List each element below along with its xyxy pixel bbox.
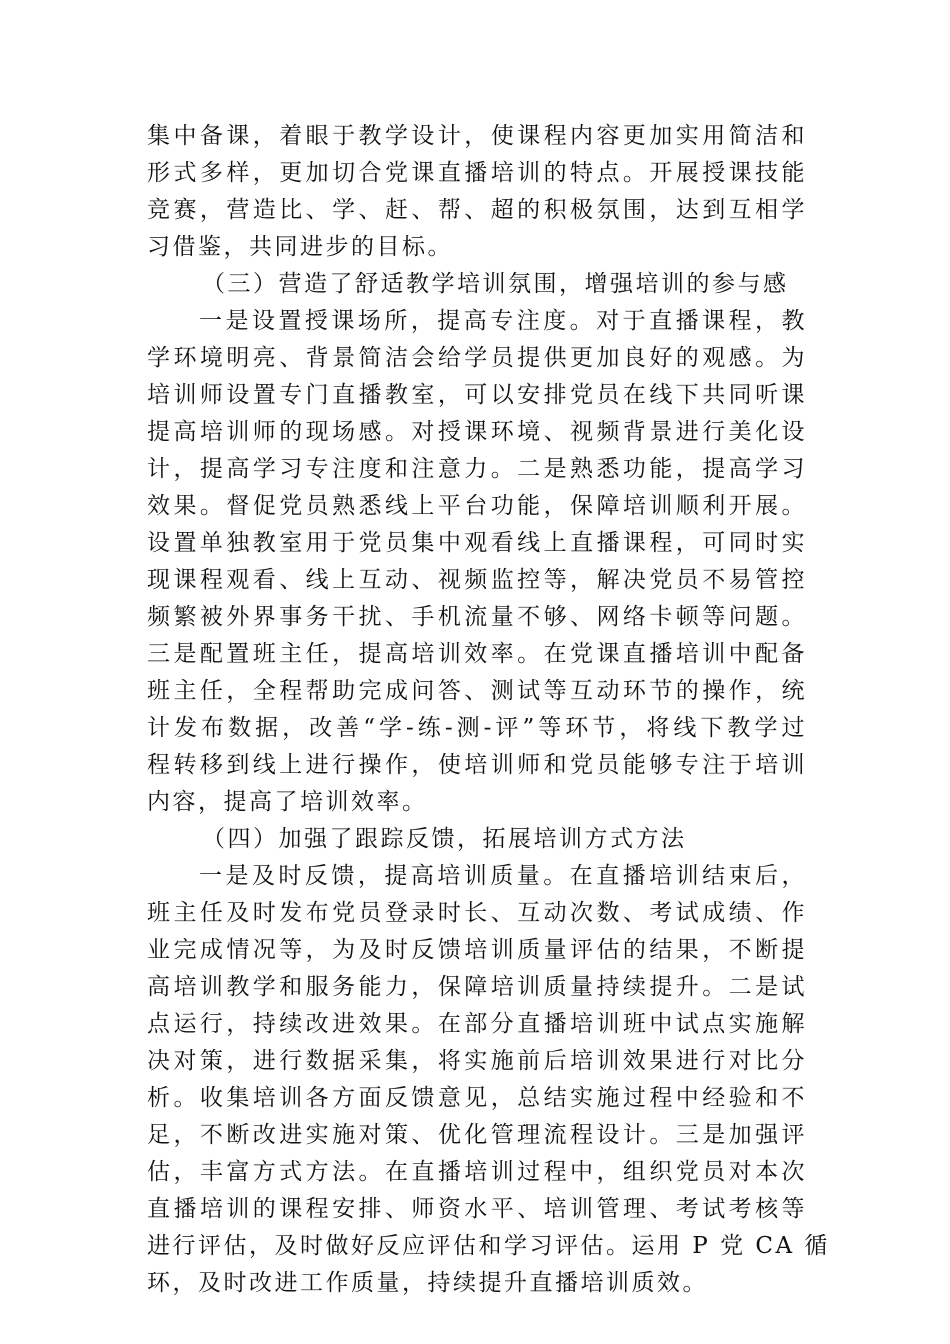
text-line: 内容，提高了培训效率。 [147, 789, 428, 815]
heading-text: （四）加强了跟踪反馈，拓展培训方式方法 [202, 826, 687, 852]
text-line: 现课程观看、线上互动、视频监控等，解决党员不易管控 [147, 567, 807, 593]
text-line: 提高培训师的现场感。对授课环境、视频背景进行美化设 [147, 419, 807, 445]
text-line: 点运行，持续改进效果。在部分直播培训班中试点实施解 [147, 1011, 807, 1037]
text-line: 一是及时反馈，提高培训质量。在直播培训结束后， [199, 863, 807, 889]
text-line: 高培训教学和服务能力，保障培训质量持续提升。二是试 [147, 974, 807, 1000]
paragraph-training-prep [147, 118, 807, 266]
text-line: 析。收集培训各方面反馈意见，总结实施过程中经验和不 [147, 1085, 807, 1111]
text-line: 培训师设置专门直播教室，可以安排党员在线下共同听课 [147, 382, 807, 408]
text-line: 计，提高学习专注度和注意力。二是熟悉功能，提高学习 [147, 456, 807, 482]
document-body [147, 118, 830, 1302]
text-line: 频繁被外界事务干扰、手机流量不够、网络卡顿等问题。 [147, 604, 807, 630]
text-line: 设置单独教室用于党员集中观看线上直播课程，可同时实 [147, 530, 807, 556]
heading-text: （三）营造了舒适教学培训氛围，增强培训的参与感 [202, 271, 789, 297]
text-line: 估，丰富方式方法。在直播培训过程中，组织党员对本次 [147, 1159, 807, 1185]
text-line: 班主任及时发布党员登录时长、互动次数、考试成绩、作 [147, 900, 807, 926]
text-line: 进行评估，及时做好反应评估和学习评估。运用 P 党 CA 循 [147, 1233, 830, 1259]
text-line: 效果。督促党员熟悉线上平台功能，保障培训顺利开展。 [147, 493, 807, 519]
text-line: 业完成情况等，为及时反馈培训质量评估的结果，不断提 [147, 937, 807, 963]
paragraph-environment [147, 303, 807, 821]
text-line: 班主任，全程帮助完成问答、测试等互动环节的操作，统 [147, 678, 807, 704]
section-heading-3 [147, 266, 807, 303]
text-line: 形式多样，更加切合党课直播培训的特点。开展授课技能 [147, 160, 807, 186]
text-line: 习借鉴，共同进步的目标。 [147, 234, 453, 260]
text-line: 直播培训的课程安排、师资水平、培训管理、考试考核等 [147, 1196, 807, 1222]
text-line: 环，及时改进工作质量，持续提升直播培训质效。 [147, 1270, 708, 1296]
text-line: 足，不断改进实施对策、优化管理流程设计。三是加强评 [147, 1122, 807, 1148]
text-line: 决对策，进行数据采集，将实施前后培训效果进行对比分 [147, 1048, 807, 1074]
text-line: 计发布数据，改善“学-练-测-评”等环节，将线下教学过 [147, 715, 807, 741]
text-line: 三是配置班主任，提高培训效率。在党课直播培训中配备 [147, 641, 807, 667]
text-line: 竞赛，营造比、学、赶、帮、超的积极氛围，达到互相学 [147, 197, 807, 223]
section-heading-4 [147, 821, 807, 858]
text-line: 程转移到线上进行操作，使培训师和党员能够专注于培训 [147, 752, 807, 778]
text-line: 集中备课，着眼于教学设计，使课程内容更加实用简洁和 [147, 123, 807, 149]
paragraph-feedback [147, 858, 830, 1302]
text-line: 一是设置授课场所，提高专注度。对于直播课程，教 [199, 308, 807, 334]
text-line: 学环境明亮、背景简洁会给学员提供更加良好的观感。为 [147, 345, 807, 371]
